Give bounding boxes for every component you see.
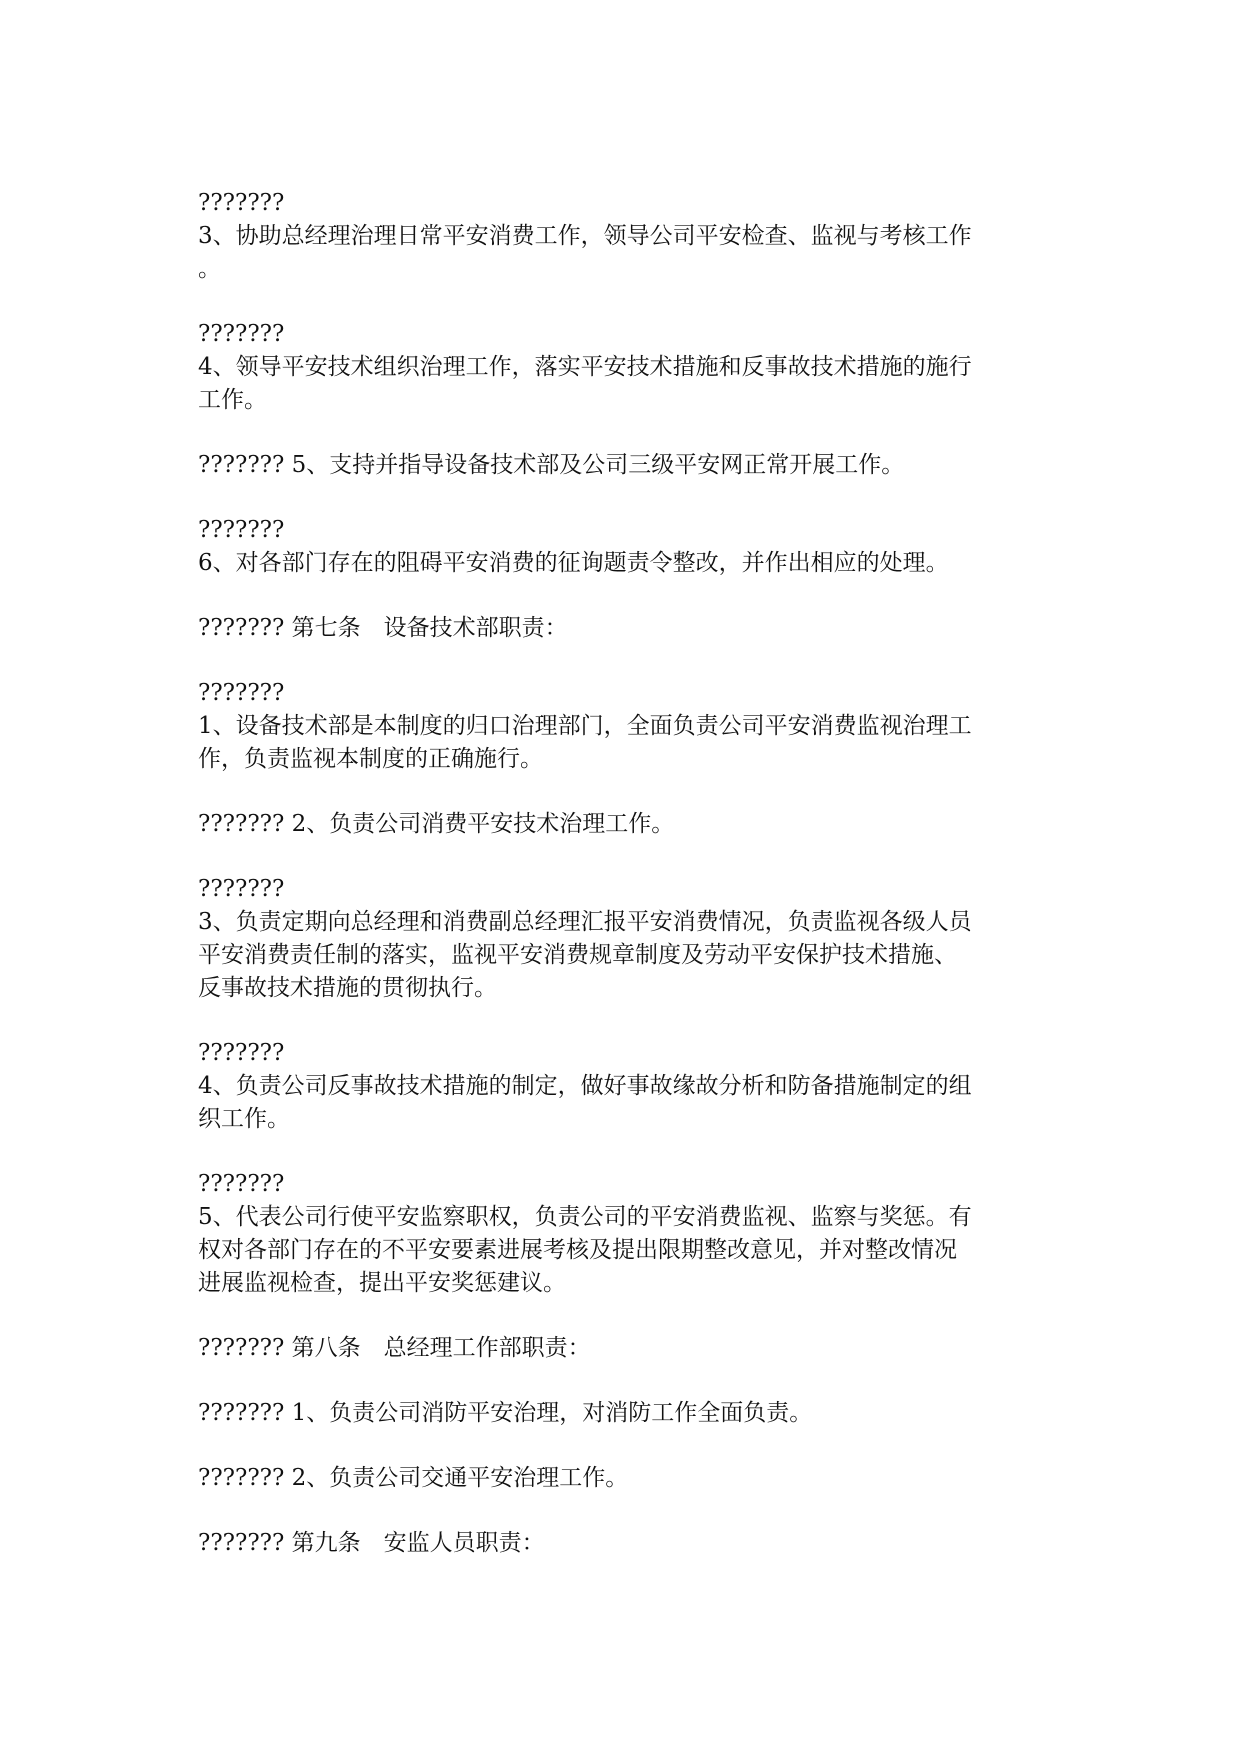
paragraph-article-7-item-2 bbox=[198, 808, 1048, 841]
paragraph-line: ??????? 1、负责公司消防平安治理，对消防工作全面负责。 bbox=[198, 1400, 813, 1426]
paragraph-line: 工作。 bbox=[198, 387, 267, 413]
paragraph-line: 4、领导平安技术组织治理工作，落实平安技术措施和反事故技术措施的施行 bbox=[198, 354, 972, 380]
paragraph-line: ??????? bbox=[198, 1171, 285, 1197]
paragraph-line: 3、协助总经理治理日常平安消费工作，领导公司平安检查、监视与考核工作 bbox=[198, 223, 972, 249]
article-8-heading bbox=[198, 1332, 1048, 1365]
paragraph-line: 6、对各部门存在的阻碍平安消费的征询题责令整改，并作出相应的处理。 bbox=[198, 550, 949, 576]
article-heading-line: ??????? 第九条 安监人员职责： bbox=[198, 1530, 545, 1556]
article-9-heading bbox=[198, 1527, 1048, 1560]
paragraph-article-7-item-3 bbox=[198, 873, 1048, 1005]
paragraph-line: 进展监视检查，提出平安奖惩建议。 bbox=[198, 1270, 566, 1296]
paragraph-line: ??????? bbox=[198, 1040, 285, 1066]
article-heading-line: ??????? 第七条 设备技术部职责： bbox=[198, 615, 568, 641]
paragraph-line: 1、设备技术部是本制度的归口治理部门，全面负责公司平安消费监视治理工 bbox=[198, 713, 972, 739]
article-heading-line: ??????? 第八条 总经理工作部职责： bbox=[198, 1335, 591, 1361]
paragraph-line: 作，负责监视本制度的正确施行。 bbox=[198, 746, 543, 772]
paragraph-line: ??????? bbox=[198, 190, 285, 216]
paragraph-line: 5、代表公司行使平安监察职权，负责公司的平安消费监视、监察与奖惩。有 bbox=[198, 1204, 972, 1230]
paragraph-article-7-item-4 bbox=[198, 1037, 1048, 1136]
paragraph-line: ??????? 2、负责公司交通平安治理工作。 bbox=[198, 1465, 629, 1491]
document-body bbox=[198, 187, 1048, 1592]
paragraph-line: ??????? bbox=[198, 321, 285, 347]
paragraph-line: ??????? 5、支持并指导设备技术部及公司三级平安网正常开展工作。 bbox=[198, 452, 905, 478]
paragraph-line: 3、负责定期向总经理和消费副总经理汇报平安消费情况，负责监视各级人员 bbox=[198, 909, 972, 935]
paragraph-line: 4、负责公司反事故技术措施的制定，做好事故缘故分析和防备措施制定的组 bbox=[198, 1073, 972, 1099]
paragraph-line: ??????? bbox=[198, 517, 285, 543]
paragraph-duty-3-assist-gm bbox=[198, 187, 1048, 286]
paragraph-duty-4-safety-tech bbox=[198, 318, 1048, 417]
paragraph-line: 平安消费责任制的落实，监视平安消费规章制度及劳动平安保护技术措施、 bbox=[198, 942, 957, 968]
paragraph-duty-5-support bbox=[198, 449, 1048, 482]
paragraph-line: 。 bbox=[198, 256, 221, 282]
paragraph-duty-6-rectify bbox=[198, 514, 1048, 580]
article-7-heading bbox=[198, 612, 1048, 645]
paragraph-line: ??????? bbox=[198, 876, 285, 902]
paragraph-line: 权对各部门存在的不平安要素进展考核及提出限期整改意见，并对整改情况 bbox=[198, 1237, 957, 1263]
paragraph-article-7-item-1 bbox=[198, 677, 1048, 776]
paragraph-line: 织工作。 bbox=[198, 1106, 290, 1132]
paragraph-article-8-item-1 bbox=[198, 1397, 1048, 1430]
paragraph-line: ??????? 2、负责公司消费平安技术治理工作。 bbox=[198, 811, 675, 837]
paragraph-line: ??????? bbox=[198, 680, 285, 706]
paragraph-line: 反事故技术措施的贯彻执行。 bbox=[198, 975, 497, 1001]
paragraph-article-7-item-5 bbox=[198, 1168, 1048, 1300]
paragraph-article-8-item-2 bbox=[198, 1462, 1048, 1495]
